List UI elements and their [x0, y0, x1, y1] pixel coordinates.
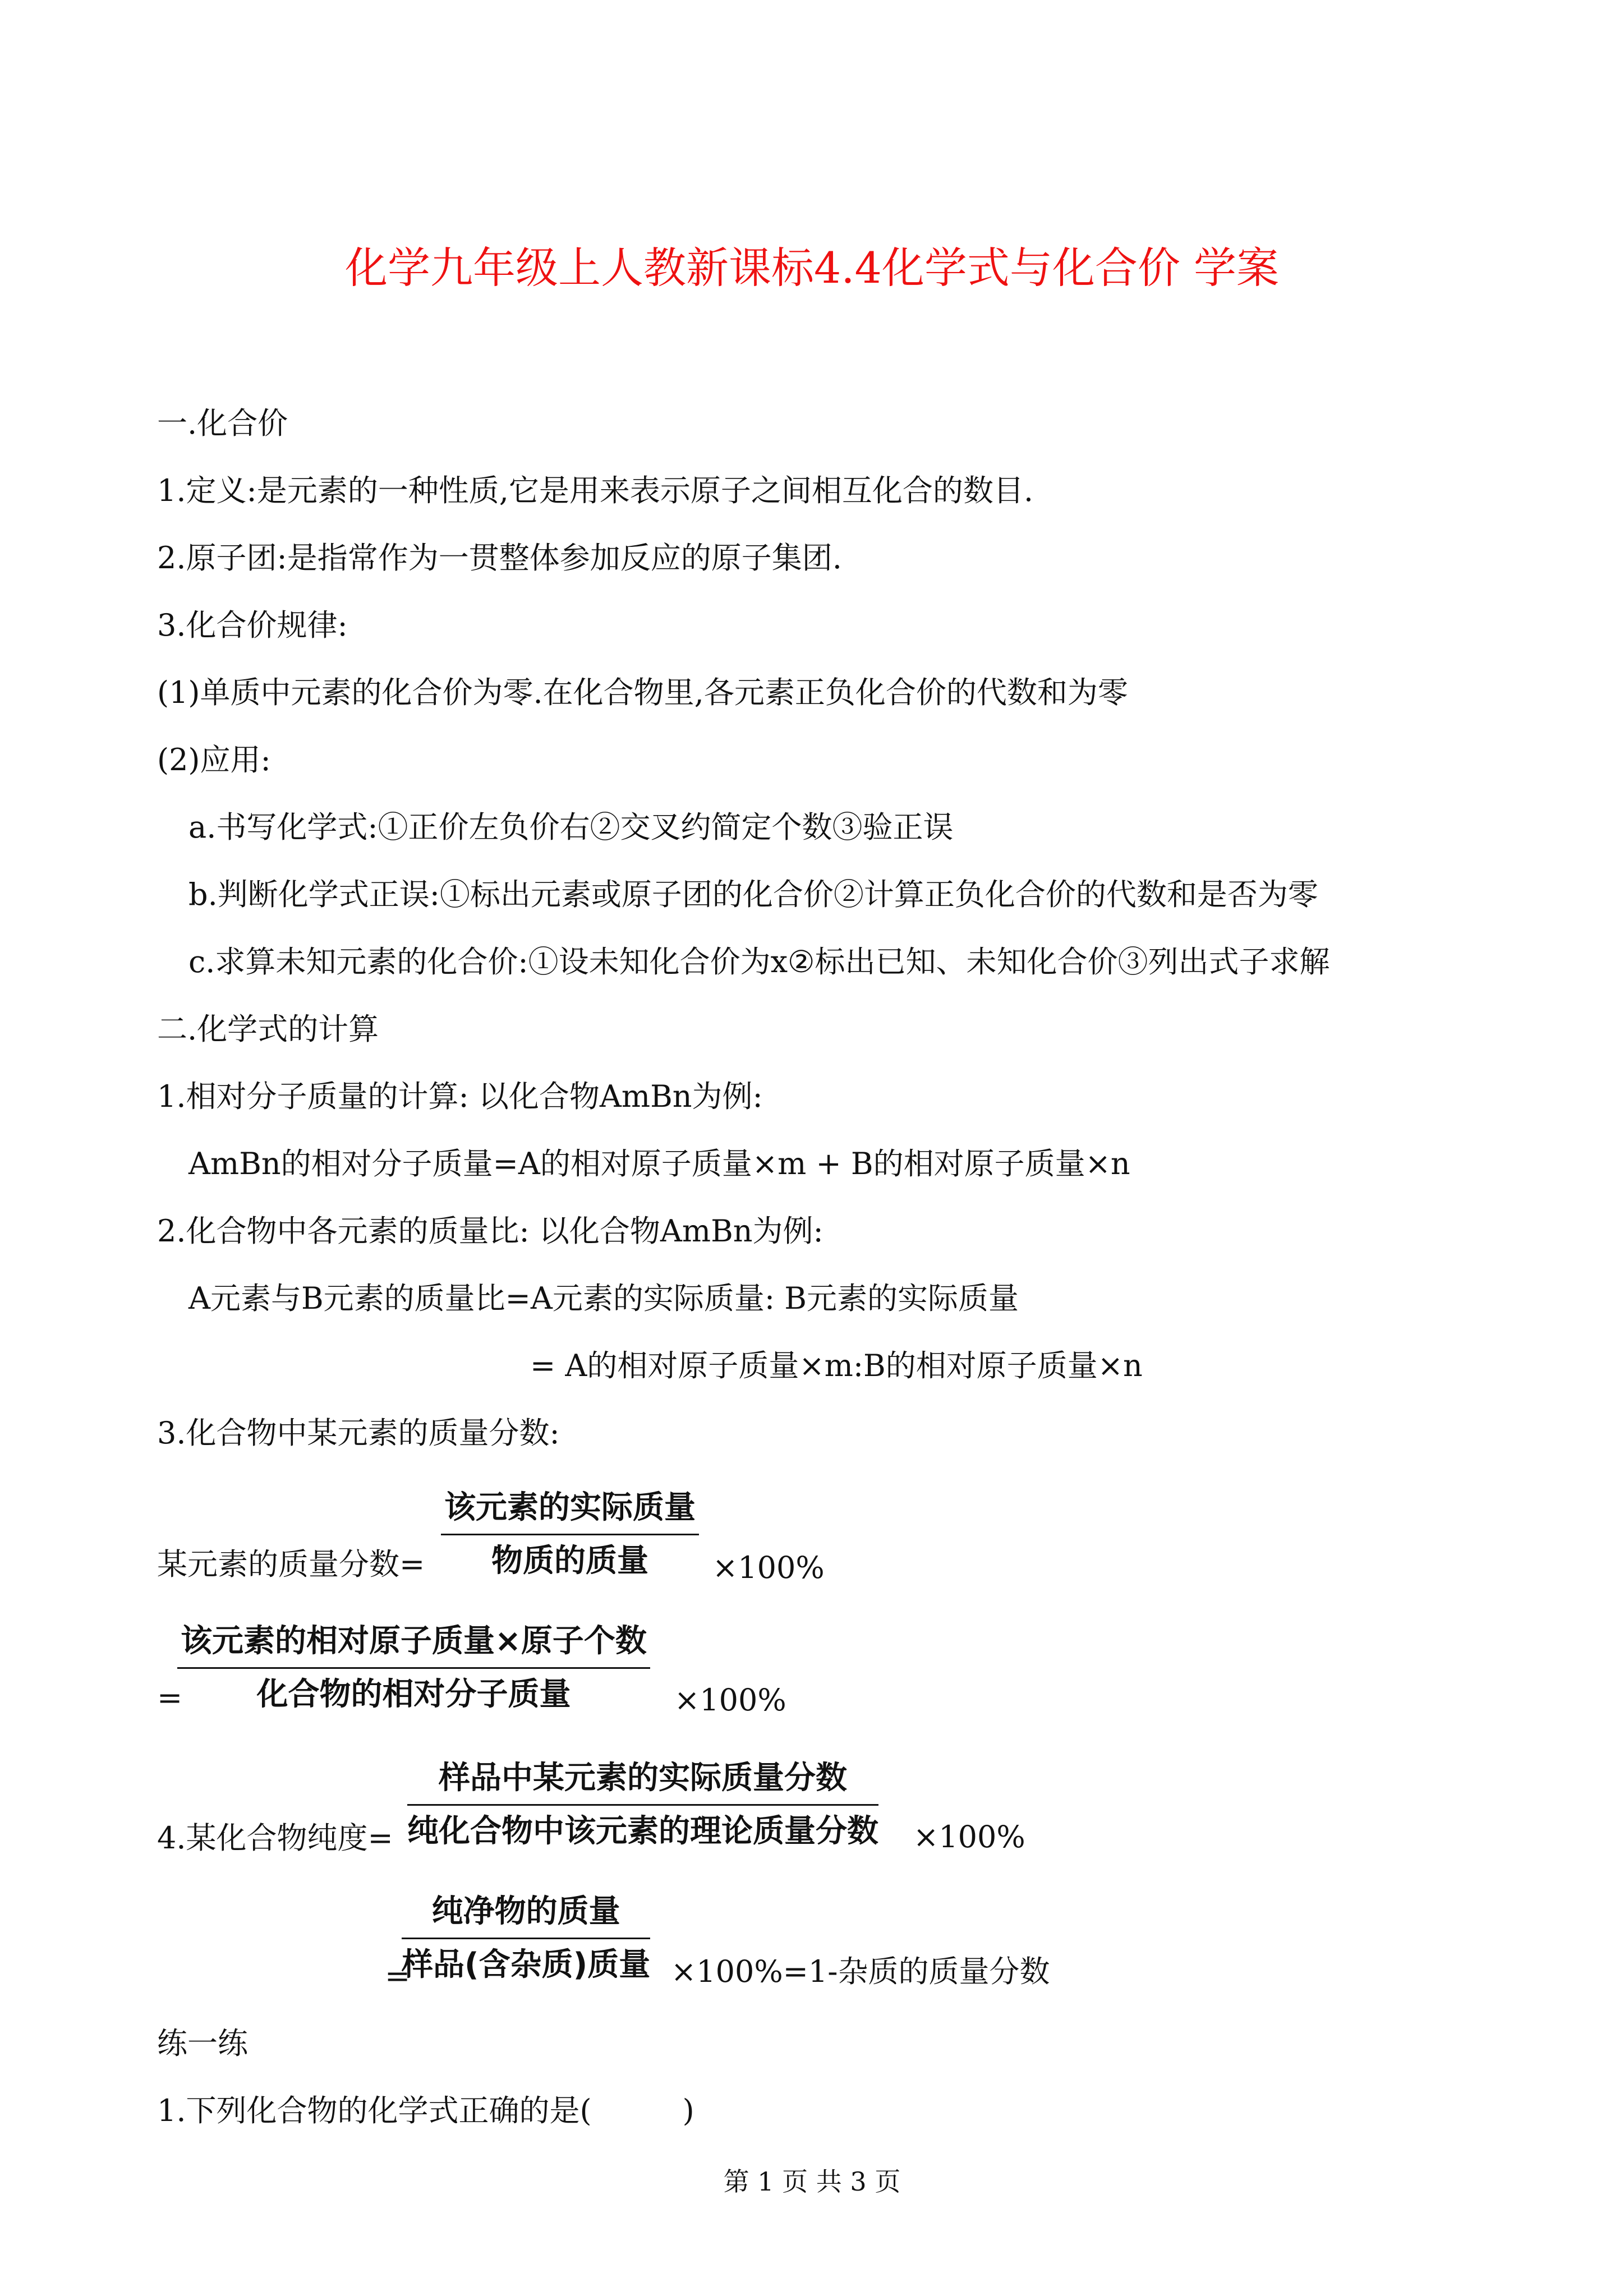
- percent-multiplier: ×100%: [712, 1550, 825, 1585]
- fraction-denominator: 样品(含杂质)质量: [402, 1947, 651, 1983]
- document-title: 化学九年级上人教新课标4.4化学式与化合价 学案: [344, 243, 1280, 293]
- fraction-numerator: 样品中某元素的实际质量分数: [407, 1763, 878, 1806]
- mass-ratio-formula-1: A元素与B元素的质量比=A元素的实际质量: B元素的实际质量: [188, 1281, 1019, 1316]
- valence-rules-heading: 3.化合价规律:: [157, 608, 348, 643]
- equals-sign: =: [385, 1958, 411, 1994]
- percent-multiplier: ×100%: [913, 1819, 1025, 1855]
- fraction-denominator: 化合物的相对分子质量: [256, 1676, 571, 1713]
- question-1: 1.下列化合物的化学式正确的是( ): [157, 2093, 694, 2128]
- fraction-numerator: 该元素的实际质量: [441, 1492, 699, 1535]
- mass-ratio-heading: 2.化合物中各元素的质量比: 以化合物AmBn为例:: [157, 1213, 823, 1249]
- mass-ratio-formula-2: = A的相对原子质量×m:B的相对原子质量×n: [530, 1348, 1143, 1383]
- purity-alt-tail: ×100%=1-杂质的质量分数: [671, 1954, 1050, 1989]
- fraction-denominator: 物质的质量: [491, 1543, 648, 1579]
- fraction-numerator: 该元素的相对原子质量×原子个数: [177, 1626, 650, 1669]
- purity-alt-fraction: [402, 1893, 651, 1983]
- section-heading-valence: 一.化合价: [157, 406, 288, 441]
- equals-sign: =: [157, 1680, 183, 1715]
- valence-rule-1: (1)单质中元素的化合价为零.在化合物里,各元素正负化合价的代数和为零: [157, 675, 1128, 710]
- definition-line: 1.定义:是元素的一种性质,它是用来表示原子之间相互化合的数目.: [157, 473, 1034, 508]
- fraction-denominator: 纯化合物中该元素的理论质量分数: [407, 1813, 878, 1849]
- page-footer: 第 1 页 共 3 页: [723, 2166, 901, 2197]
- molecular-mass-formula: AmBn的相对分子质量=A的相对原子质量×m + B的相对原子质量×n: [188, 1146, 1130, 1181]
- mass-fraction-heading: 3.化合物中某元素的质量分数:: [157, 1415, 560, 1451]
- relative-mass-fraction: [177, 1623, 650, 1713]
- percent-multiplier: ×100%: [674, 1682, 786, 1718]
- radical-line: 2.原子团:是指常作为一贯整体参加反应的原子集团.: [157, 540, 842, 576]
- fraction-numerator: 纯净物的质量: [402, 1896, 650, 1939]
- valence-rule-2: (2)应用:: [157, 742, 271, 777]
- mass-fraction-fraction: [441, 1489, 699, 1579]
- application-a: a.书写化学式:①正价左负价右②交叉约简定个数③验正误: [188, 809, 954, 845]
- application-c: c.求算未知元素的化合价:①设未知化合价为x②标出已知、未知化合价③列出式子求解: [188, 944, 1330, 979]
- application-b: b.判断化学式正误:①标出元素或原子团的化合价②计算正负化合价的代数和是否为零: [188, 877, 1318, 912]
- molecular-mass-heading: 1.相对分子质量的计算: 以化合物AmBn为例:: [157, 1079, 763, 1114]
- purity-label: 4.某化合物纯度=: [157, 1820, 393, 1856]
- mass-fraction-label: 某元素的质量分数=: [157, 1547, 425, 1582]
- section-heading-formula-calc: 二.化学式的计算: [157, 1011, 379, 1047]
- purity-fraction: [407, 1760, 878, 1849]
- practice-heading: 练一练: [157, 2026, 248, 2061]
